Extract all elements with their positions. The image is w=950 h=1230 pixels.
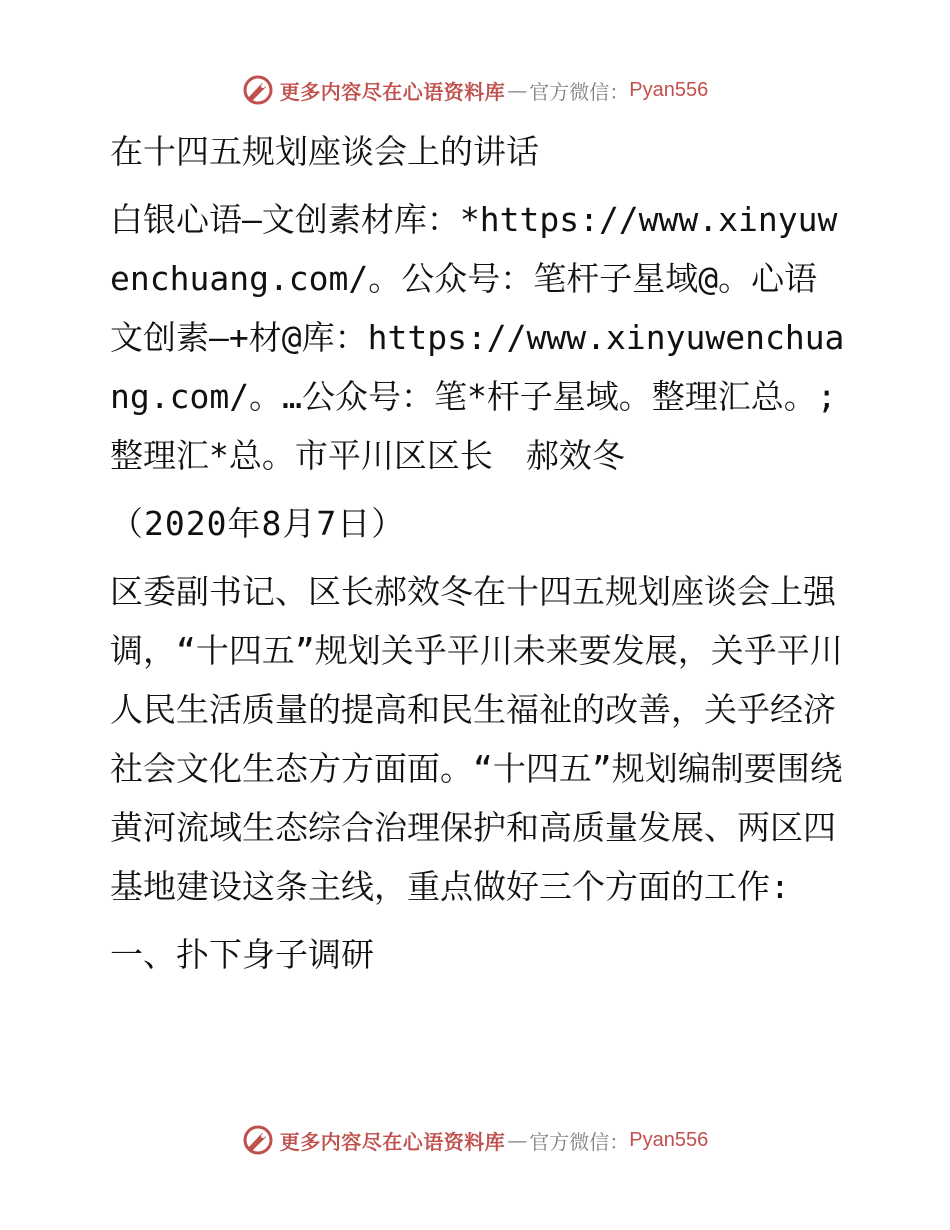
document-date: （2020年8月7日）	[110, 504, 406, 543]
body-paragraph: 区委副书记、区长郝效冬在十四五规划座谈会上强调，“十四五”规划关乎平川未来要发展，关乎平川人民生活质量的提高和民生福祉的改善，关乎经济社会文化生态方方面面。“十四五”规划编制要围绕黄河流域生态综合治理保护和高质量发展、两区四基地建设这条主线，重点做好三个方面的工作:	[110, 572, 843, 906]
watermark-wechat-label: 官方微信：	[529, 1129, 630, 1154]
watermark-separator: —	[507, 1128, 528, 1152]
source-paragraph: 白银心语—文创素材库：*https://www.xinyuwenchuang.com/。公众号：笔杆子星域@。心语文创素—+材@库：https://www.xinyuwenchuang.com/。…公众号：笔*杆子星域。整理汇总。;整理汇*总。市平川区区长 郝效冬	[110, 200, 845, 475]
watermark-main-text: 更多内容尽在心语资料库	[279, 1129, 506, 1154]
watermark-wechat-id: Pyan556	[629, 78, 709, 101]
watermark-wechat-label: 官方微信：	[529, 79, 630, 104]
watermark-wechat-id: Pyan556	[629, 1128, 709, 1151]
watermark-banner-top	[0, 70, 950, 110]
document-body	[98, 122, 850, 984]
watermark-main-text: 更多内容尽在心语资料库	[279, 79, 506, 104]
section-heading: 一、扑下身子调研	[110, 935, 374, 974]
watermark-banner-bottom	[0, 1120, 950, 1160]
document-title: 在十四五规划座谈会上的讲话	[110, 132, 539, 171]
pen-nib-circle-icon	[242, 74, 274, 106]
watermark-separator: —	[507, 78, 528, 102]
pen-nib-circle-icon	[242, 1124, 274, 1156]
